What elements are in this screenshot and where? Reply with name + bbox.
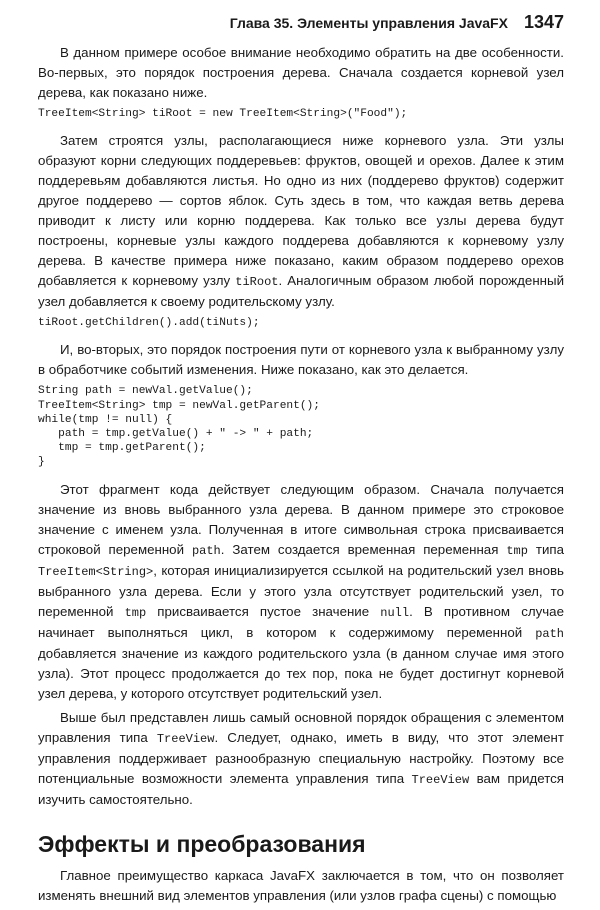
paragraph-intro: В данном примере особое внимание необходимо обратить на две особенности. Во-первых, это порядок построения дерева. Сначала создается корневой узел дерева, как показано ниже. (38, 45, 564, 100)
code-snippet-path-loop: String path = newVal.getValue(); TreeItem<String> tmp = newVal.getParent(); while(tmp != null) { path = tmp.getValue() + " -> " + path; tmp = tmp.getParent(); } (38, 385, 320, 469)
paragraph-path: И, во-вторых, это порядок построения пути от корневого узла к выбранному узлу в обработчике событий изменения. Ниже показано, как это делается. (38, 342, 564, 378)
code-snippet-root: TreeItem<String> tiRoot = new TreeItem<String>("Food"); (38, 108, 408, 120)
text-run: , которая инициализируется ссылкой на родительский узел вновь выбранного узла дерева. Если у этого узла отсутствует родительский узел, то переменной (38, 562, 564, 619)
text-run: . Затем создается временная переменная (220, 541, 507, 557)
inline-code-path: path (191, 543, 221, 558)
text-run: Этот фрагмент кода действует следующим образом. Сначала получается значение из вновь выбранного узла дерева. В данном примере это строковое значение с именем узла. Полученная в итоге символьная строка присваивается строковой переменной (38, 481, 564, 557)
paragraph-effects-intro: Главное преимущество каркаса JavaFX заключается в том, что он позволяет изменять внешний вид элементов управления (или узлов графа сцены) с помощью (38, 867, 564, 903)
paragraph-subtrees (38, 131, 564, 312)
inline-code-treeview: TreeView (156, 731, 215, 746)
paragraph-explanation (38, 480, 564, 704)
inline-code-tmp: tmp (124, 605, 147, 620)
text-run: типа (527, 541, 564, 557)
paragraph-treeview-note (38, 708, 564, 810)
inline-code-tmp: tmp (506, 543, 528, 558)
inline-code-path: path (535, 626, 564, 641)
inline-code-tiroot: tiRoot (235, 275, 279, 290)
code-snippet-add: tiRoot.getChildren().add(tiNuts); (38, 317, 260, 330)
inline-code-null: null (380, 605, 410, 620)
text-run: . Следует, однако, иметь в виду, что этот элемент управления поддерживает разнообразную специальную настройку. Поэтому все потенциальные возможности элемента управления типа (38, 729, 564, 786)
section-heading: Эффекты и преобразования (38, 830, 366, 857)
page-number: 1347 (523, 12, 564, 32)
inline-code-treeview: TreeView (411, 772, 470, 787)
running-header (230, 12, 564, 34)
text-run: присваивается пустое значение (146, 603, 381, 619)
text-run: вам придется изучить самостоятельно. (38, 770, 564, 807)
text-run: Затем строятся узлы, располагающиеся ниже корневого узла. Эти узлы образуют корни следующих поддеревьев: фруктов, овощей и орехов. Далее к этим поддеревьям добавляются листья. Но одно из них (поддерево фруктов) содержит другое поддерево — сортов яблок. Суть здесь в том, что каждая ветвь дерева приводит к листу или корню поддерева. Как только все узлы дерева будут построены, корневые узлы каждого поддерева добавляются к корневому узлу дерева. В качестве примера ниже показано, каким образом поддерево орехов добавляется к корневому узлу (38, 133, 564, 289)
text-run: Выше был представлен лишь самый основной порядок обращения с элементом управления типа (38, 709, 564, 745)
text-run: . В противном случае начинает выполняться цикл, в котором к содержимому переменной (38, 603, 564, 640)
chapter-title: Глава 35. Элементы управления JavaFX (229, 15, 508, 31)
page-body (38, 43, 564, 910)
text-run: . Аналогичным образом любой порожденный узел добавляется к своему родительскому узлу. (38, 273, 564, 310)
inline-code-treeitem: TreeItem<String> (38, 564, 154, 579)
text-run: добавляется значение из каждого родительского узла (в данном случае имя этого узла). Этот процесс продолжается до тех пор, пока не будет достигнут корневой узел дерева, у которого отсутствует родительский узел. (38, 645, 564, 701)
